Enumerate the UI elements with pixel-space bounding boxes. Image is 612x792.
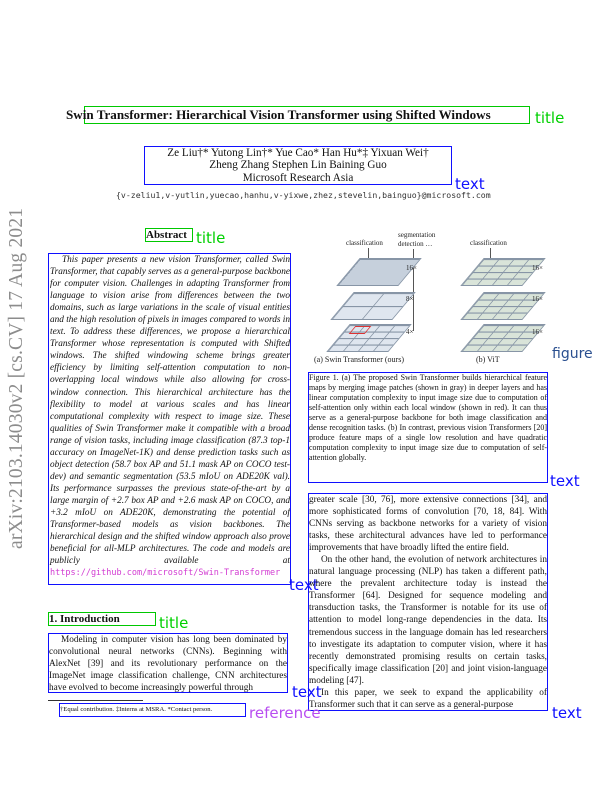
figure-label: figure xyxy=(552,346,593,362)
text-label-authors: text xyxy=(455,175,485,193)
right-body-box xyxy=(308,493,548,711)
abstract-text: This paper presents a new vision Transformer, called Swin Transformer, that capably serves as a general-purpose backbone for computer vision. Challenges in adapting Transformer from language to vision arise from differences between the two domains, such as large variations in the scale of visual entities and the high resolution of pixels in images compared to words in text. To address these differences, we propose a hierarchical Transformer whose representation is computed with Shifted windows. The shifted windowing scheme brings greater efficiency by limiting self-attention computation to non-overlapping local windows while also allowing for cross-window connection. This hierarchical architecture has the flexibility to model at various scales and has linear computational complexity with respect to image size. These qualities of Swin Transformer make it compatible with a broad range of vision tasks, including image classification (87.3 top-1 accuracy on ImageNet-1K) and dense prediction tasks such as object detection (58.7 box AP and 51.1 mask AP on COCO test-dev) and semantic segmentation (53.5 mIoU on ADE20K val). Its performance surpasses the previous state-of-the-art by a large margin of +2.7 box AP and +2.6 mask AP on COCO, and +3.2 mIoU on ADE20K, demonstrating the potential of Transformer-based models as vision backbones. The hierarchical design and the shifted window approach also prove beneficial for all-MLP architectures. The code and models are publicly available at xyxy=(50,255,290,567)
fig-label-segmentation: segmentation xyxy=(398,231,436,239)
affiliation: Microsoft Research Asia xyxy=(242,171,354,184)
reference-label: reference xyxy=(249,704,321,722)
text-label-abstract: text xyxy=(289,576,319,594)
abstract-code-link[interactable]: https://github.com/microsoft/Swin-Transformer xyxy=(50,568,281,579)
swin-plane-16x xyxy=(336,258,421,286)
fig-label-classification-right: classification xyxy=(470,239,507,247)
intro-text: Modeling in computer vision has long been dominated by convolutional neural networks (CNNs). Beginning with AlexNet [39] and its revolutionary performance on the ImageNet image classification challenge, CNN architectures have evolved to become increasingly powerful through xyxy=(49,635,287,693)
title-label-intro: title xyxy=(159,614,189,632)
footnote-rule xyxy=(48,700,143,701)
fig-scale-16-r1: 16× xyxy=(532,264,543,272)
emails: {v-zeliu1,v-yutlin,yuecao,hanhu,v-yixwe,zhez,stevelin,bainguo}@microsoft.com xyxy=(116,190,491,200)
authors-box xyxy=(144,146,452,185)
fig-scale-16-left: 16× xyxy=(406,264,417,272)
figure-caption: Figure 1. (a) The proposed Swin Transformer builds hierarchical feature maps by merging image patches (shown in gray) in deeper layers and has linear computation complexity to input image size due to computation of self-attention only within each local window (shown in red). It can thus serve as a general-purpose backbone for both image classification and dense recognition tasks. (b) In contrast, previous vision Transformers [20] produce feature maps of a single low resolution and have quadratic computation complexity to input image size due to computation of self-attention globally. xyxy=(309,373,547,463)
authors-line-1: Ze Liu†* Yutong Lin†* Yue Cao* Han Hu*‡ Yixuan Wei† xyxy=(167,147,429,159)
swin-plane-8x xyxy=(330,292,415,320)
text-label-right: text xyxy=(552,704,582,722)
intro-box xyxy=(48,633,288,693)
right-para-1: greater scale [30, 76], more extensive connections [34], and more sophisticated forms of convolution [70, 18, 84]. With CNNs serving as backbone networks for a variety of vision tasks, these architectural advances have led to performance improvements that have broadly lifted the entire field. xyxy=(309,495,547,554)
paper-title-box xyxy=(66,106,530,124)
fig-scale-16-r3: 16× xyxy=(532,328,543,336)
fig-sub-a: (a) Swin Transformer (ours) xyxy=(314,355,404,364)
fig-scale-16-r2: 16× xyxy=(532,295,543,303)
text-label-caption: text xyxy=(550,472,580,490)
figure-1 xyxy=(312,231,548,366)
caption-box xyxy=(308,372,548,483)
abstract-box xyxy=(48,253,291,585)
fig-sub-b: (b) ViT xyxy=(476,355,500,364)
abstract-heading: Abstract xyxy=(146,229,187,241)
fig-label-detection: detection … xyxy=(398,240,433,248)
vit-plane-1 xyxy=(460,258,545,286)
paper-title: Swin Transformer: Hierarchical Vision Transformer using Shifted Windows xyxy=(66,107,491,122)
title-label-abstract: title xyxy=(196,229,226,247)
authors-line-2: Zheng Zhang Stephen Lin Baining Guo xyxy=(209,159,387,172)
right-para-3: In this paper, we seek to expand the applicability of Transformer such that it can serve as a general-purpose xyxy=(309,687,547,710)
right-para-2: On the other hand, the evolution of network architectures in natural language processing (NLP) has taken a different path, where the prevalent architecture today is instead the Transformer [64]. Designed for sequence modeling and transduction tasks, the Transformer is notable for its use of attention to model long-range dependencies in the data. Its tremendous success in the language domain has led researchers to investigate its adaptation to computer vision, where it has recently demonstrated promising results on certain tasks, specifically image classification [20] and joint vision-language modeling [47]. xyxy=(309,555,547,686)
arxiv-stamp: arXiv:2103.14030v2 [cs.CV] 17 Aug 2021 xyxy=(6,207,27,549)
abstract-heading-box xyxy=(145,228,193,242)
fig-scale-4-left: 4× xyxy=(406,328,414,336)
title-label-main: title xyxy=(535,109,565,127)
footnote: †Equal contribution. ‡Interns at MSRA. *Contact person. xyxy=(60,706,213,713)
text-label-intro: text xyxy=(292,683,322,701)
fig-label-classification-left: classification xyxy=(346,239,383,247)
footnote-box xyxy=(59,703,246,717)
intro-heading: 1. Introduction xyxy=(49,613,120,625)
fig-scale-8-left: 8× xyxy=(406,295,414,303)
intro-heading-box xyxy=(48,612,156,626)
